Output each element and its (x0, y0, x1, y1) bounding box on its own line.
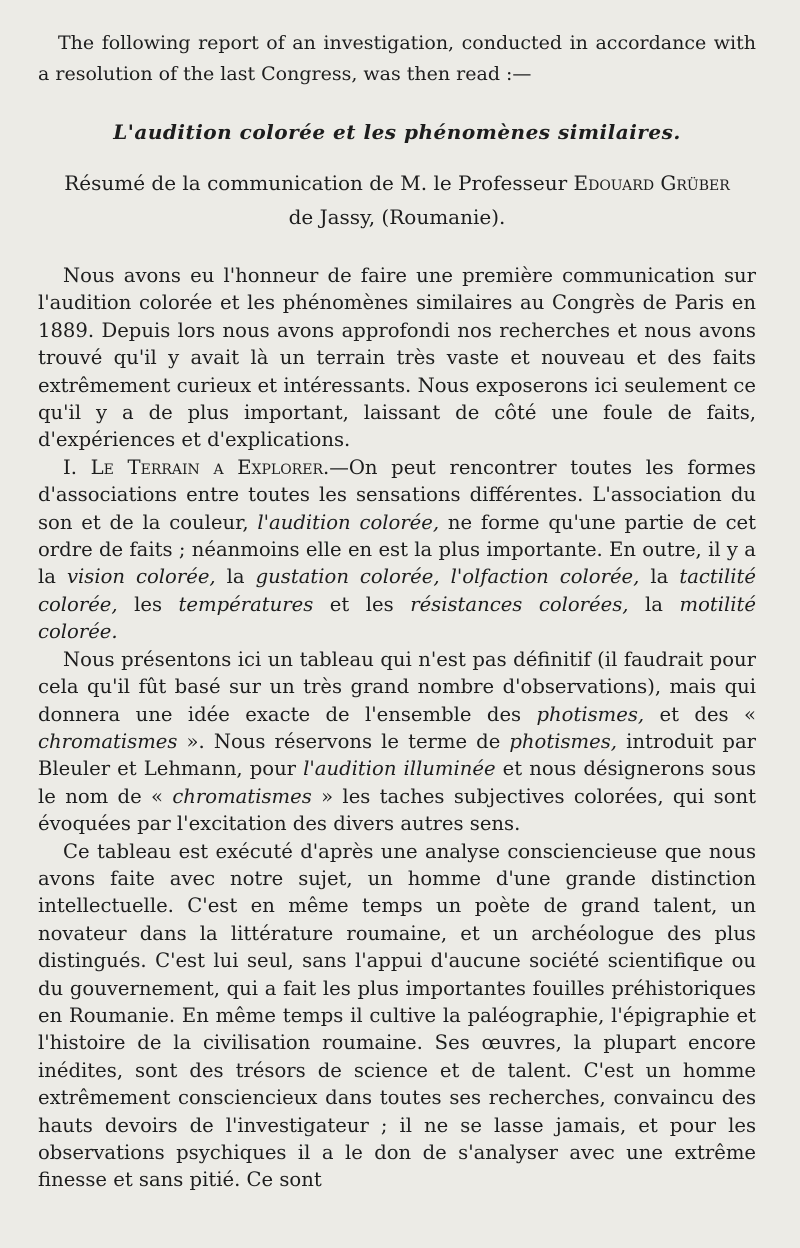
paragraph-3 (38, 646, 756, 838)
article-title: L'audition colorée et les phénomènes similaires. (113, 120, 681, 144)
italic-term: tactilité colorée, (38, 565, 757, 616)
text-run: et les (313, 592, 411, 616)
text-run: les (117, 592, 179, 616)
text-run: introduit par Bleuler et Lehmann, pour (38, 729, 756, 781)
italic-term: températures (178, 592, 314, 616)
italic-term: chromatismes (38, 729, 178, 753)
italic-term: résistances colorées, (410, 592, 629, 616)
italic-term: photismes, (536, 702, 645, 726)
italic-term: l'olfaction colorée, (450, 565, 640, 589)
text-run: —On peut rencontrer toutes les formes d'associations entre toutes les sensations différentes. L'association du son et de la couleur, (38, 455, 756, 534)
text-run: et nous désignerons sous le nom de « (38, 757, 756, 808)
text-run: la (639, 565, 680, 589)
author-name: Edouard Grüber (573, 171, 730, 195)
resume-heading (38, 166, 756, 234)
text-run: ». Nous réservons le terme de (177, 729, 510, 753)
paragraph-4: Ce tableau est exécuté d'après une analyse consciencieuse que nous avons faite avec notre sujet, un homme d'une grande distinction intellectuelle. C'est en même temps un poète de grand talent, un novateur dans la littérature roumaine, et un archéologue des plus distingués. C'est lui seul, sans l'appui d'aucune société scientifique ou du gouvernement, qui a fait les plus importantes fouilles préhistoriques en Roumanie. En même temps il cultive la paléographie, l'épigraphie et l'histoire de la civilisation roumaine. Ses œuvres, la plupart encore inédites, sont des trésors de science et de talent. C'est un homme extrêmement consciencieux dans toutes ses recherches, convaincu des hauts devoirs de l'investigateur ; il ne se lasse jamais, et pour les observations psychiques il a le don de s'analyser avec une extrême finesse et sans pitié. Ce sont (38, 839, 756, 1192)
paragraph-1: Nous avons eu l'honneur de faire une première communication sur l'audition colorée et les phénomènes similaires au Congrès de Paris en 1889. Depuis lors nous avons approfondi nos recherches et nous avons trouvé qu'il y avait là un terrain très vaste et nouveau et des faits extrêmement curieux et intéressants. Nous exposerons ici seulement ce qu'il y a de plus important, laissant de côté une foule de faits, d'expériences et d'explications. (38, 264, 756, 452)
text-run: la (628, 592, 680, 616)
italic-term: l'audition illuminée (303, 757, 496, 781)
resume-prefix: Résumé de la communication de M. le Professeur (64, 171, 568, 195)
article-body (38, 262, 756, 1194)
italic-term: gustation colorée, (255, 565, 440, 589)
italic-term: l'audition colorée, (257, 510, 440, 534)
italic-term: photismes, (509, 729, 618, 753)
intro-paragraph: The following report of an investigation, conducted in accordance with a resolution of the last Congress, was then read :— (38, 32, 756, 85)
text-run: la (215, 565, 256, 589)
author-location: de Jassy, (Roumanie). (288, 205, 506, 229)
section-heading: I. Le Terrain a Explorer. (63, 455, 330, 479)
text-run (440, 565, 451, 588)
text-run: Nous présentons ici un tableau qui n'est pas définitif (il faudrait pour cela qu'il fût basé sur un très grand nombre d'observations), mais qui donnera une idée exacte de l'ensemble des (38, 647, 756, 726)
paragraph-2 (38, 454, 756, 646)
text-run: » les taches subjectives colorées, qui sont évoquées par l'excitation des divers autres sens. (38, 784, 756, 836)
text-run: ne forme qu'une partie de cet ordre de faits ; néanmoins elle en est la plus importante. En outre, il y a la (38, 510, 757, 589)
italic-term: chromatismes (172, 784, 312, 808)
resume-line (38, 166, 756, 200)
text-run: et des « (644, 702, 756, 726)
italic-term: vision colorée, (66, 565, 216, 589)
italic-term: motilité colorée. (38, 592, 757, 644)
